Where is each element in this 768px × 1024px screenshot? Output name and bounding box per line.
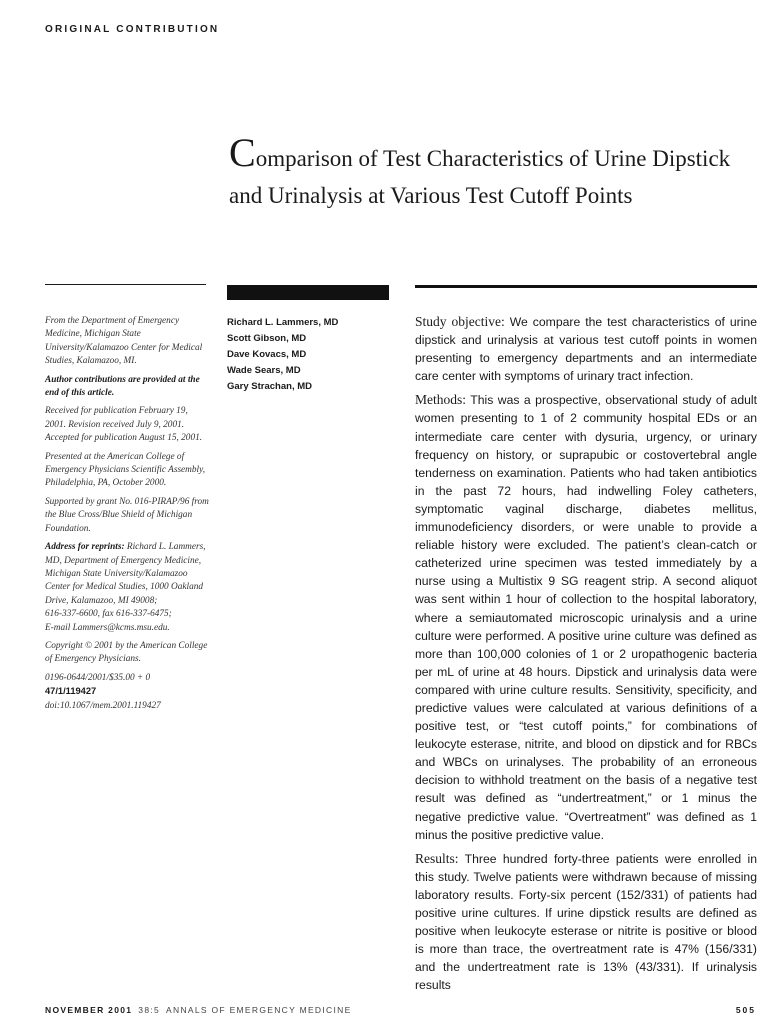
- title-text: omparison of Test Characteristics of Urine Dipstick and Urinalysis at Various Test Cutoff Points: [229, 146, 731, 208]
- author-bar: [227, 285, 389, 300]
- author: Gary Strachan, MD: [227, 381, 312, 392]
- methods-heading: Methods:: [415, 392, 467, 408]
- author: Dave Kovacs, MD: [227, 349, 307, 360]
- footer-volume: 38:5: [138, 1005, 161, 1015]
- abstract-objective: [415, 313, 757, 385]
- abstract-methods: [415, 391, 757, 843]
- abstract-rule: [415, 285, 757, 288]
- reprints-address: [45, 541, 210, 635]
- methods-text: This was a prospective, observational study of adult women presenting to 1 of 2 community hospital EDs or an intermediate care center with dysuria, urgency, or urinary frequency on history, or suprapubic or costovertebral angle tenderness on examination. Patients who had taken antibiotics in the past 72 hours, had indwelling Foley catheters, symptomatic vaginal discharge, diabetes mellitus, immunodeficiency disorders, or were unable to provide a reliable history were excluded. The patient’s clean-catch or catheterized urine specimen was tested immediately by a nurse using a Multistix 9 SG reagent strip. A second aliquot was sent within 1 hour of collection to the hospital laboratory, where a semiautomated microscopic urinalysis and a urine culture were performed. A positive urine culture was defined as more than 100,000 colonies of 1 or 2 uropathogenic bacteria per mL of urine at 48 hours. Dipstick and urinalysis data were compared with urine culture results. Sensitivity, specificity, and predictive values were calculated at various definitions of a positive test, or “test cutoff points,” for combinations of leukocyte esterase, nitrite, and blood on dipstick and for RBCs and WBCs on urinalyses. The probability of an erroneous decision to withhold treatment on the basis of a negative test result was defined as “undertreatment,” or 1 minus the negative predictive value. “Overtreatment” was defined as 1 minus the positive predictive value.: [415, 393, 757, 842]
- left-rule: [45, 284, 206, 285]
- footer-date: NOVEMBER 2001: [45, 1005, 133, 1015]
- objective-text: We compare the test characteristics of urine dipstick and urinalysis at various test cutoff points in women presenting to emergency departments and an intermediate care center with symptoms of urinary tract infection.: [415, 315, 757, 384]
- page-footer: [45, 1005, 352, 1015]
- abstract-results: [415, 850, 757, 995]
- page-number: 505: [735, 1005, 756, 1015]
- author: Richard L. Lammers, MD: [227, 317, 339, 328]
- affiliation: From the Department of Emergency Medicine, Michigan State University/Kalamazoo Center for Medical Studies, Kalamazoo, MI.: [45, 316, 203, 367]
- results-heading: Results:: [415, 850, 459, 866]
- article-title: [229, 130, 749, 214]
- abstract: [415, 313, 757, 1000]
- reprints-name: Richard L. Lammers, MD, Department of Emergency Medicine, Michigan State University/Kalamazoo Center for Medical Studies, 1000 Oakland Drive, Kalamazoo, MI 49008;: [45, 542, 206, 606]
- author-list: [227, 315, 407, 395]
- presented-note: Presented at the American College of Emergency Physicians Scientific Assembly, Philadelphia, PA, October 2000.: [45, 451, 206, 489]
- footer-journal: ANNALS OF EMERGENCY MEDICINE: [166, 1005, 352, 1015]
- support-note: Supported by grant No. 016-PIRAP/96 from the Blue Cross/Blue Shield of Michigan Foundation.: [45, 496, 209, 534]
- reprints-email[interactable]: E-mail Lammers@kcms.msu.edu.: [45, 622, 170, 633]
- reprints-label: Address for reprints:: [45, 542, 125, 553]
- results-text: Three hundred forty-three patients were enrolled in this study. Twelve patients were withdrawn because of missing laboratory results. Forty-six percent (152/331) of patients had positive urine cultures. If urine dipstick results are defined as positive when leukocyte esterase or nitrite is positive or blood is more than trace, the overtreatment rate is 47% (156/331) and the undertreatment rate is 13% (43/331). If urinalysis results: [415, 851, 757, 993]
- author: Scott Gibson, MD: [227, 333, 307, 344]
- copyright: Copyright © 2001 by the American College of Emergency Physicians.: [45, 640, 208, 665]
- author: Wade Sears, MD: [227, 365, 301, 376]
- reprints-phone: 616-337-6600, fax 616-337-6475;: [45, 609, 172, 620]
- doi[interactable]: doi:10.1067/mem.2001.119427: [45, 700, 161, 711]
- author-contributions: Author contributions are provided at the end of this article.: [45, 374, 200, 399]
- section-label: ORIGINAL CONTRIBUTION: [45, 24, 220, 35]
- title-initial: C: [229, 130, 256, 175]
- issn: 0196-0644/2001/$35.00 + 0: [45, 672, 151, 683]
- publication-codes: [45, 672, 210, 713]
- objective-heading: Study objective:: [415, 314, 505, 329]
- article-notes: [45, 315, 210, 718]
- article-code: 47/1/119427: [45, 686, 97, 697]
- received-dates: Received for publication February 19, 2001. Revision received July 9, 2001. Accepted for publication August 15, 2001.: [45, 406, 203, 444]
